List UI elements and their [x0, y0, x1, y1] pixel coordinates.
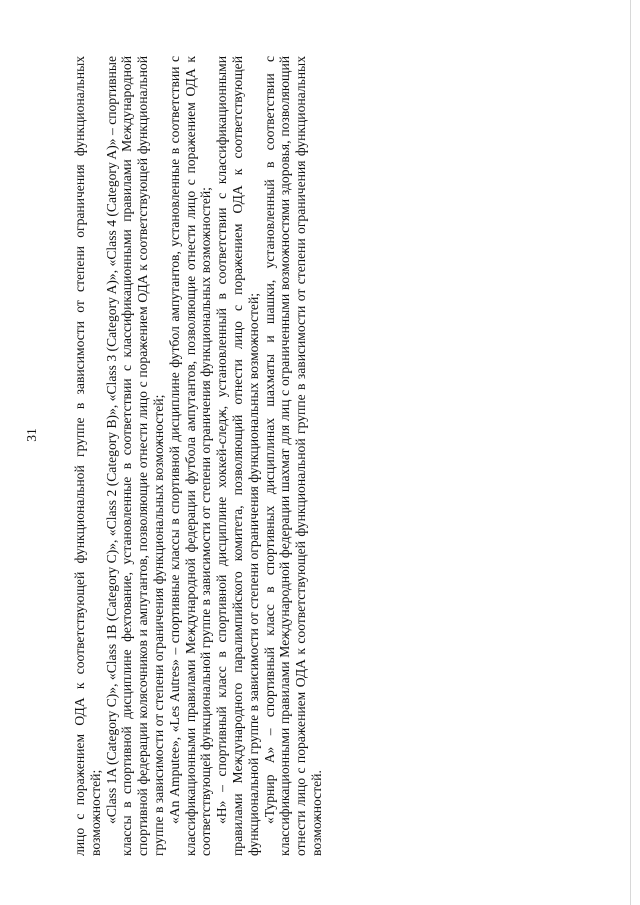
document-body [72, 56, 325, 856]
page-number: 31 [24, 428, 39, 442]
paragraph-amputee-football-classes: «An Amputee», «Les Autres» – спортивные классы в спортивной дисциплине футбол ампутантов, установленные в соответствии с классификационными правилами Международной федерации футбола ампутантов, позволяющие отнести лицо с поражением ОДА к соответствующей функциональной группе в зависимости от степени ограничения функциональных возможностей; [166, 56, 214, 856]
paragraph-chess-checkers-class: «Турнир А» – спортивный класс в спортивных дисциплинах шахматы и шашки, установленный в соответствии с классификационными правилами Международной федерации шахмат для лиц с ограниченными возможностями здоровья, позволяющий отнести лицо с поражением ОДА к соответствующей функциональной группе в зависимости от степени ограничения функциональных возможностей. [261, 56, 324, 856]
paragraph-continuation: лицо с поражением ОДА к соответствующей функциональной группе в зависимости от степени ограничения функциональных возможностей; [72, 56, 103, 856]
paragraph-sledge-hockey-class: «H» – спортивный класс в спортивной дисциплине хоккей-следж, установленный в соответствии с классификационными правилами Международного паралимпийского комитета, позволяющий отнести лицо с поражением ОДА к соответствующей функциональной группе в зависимости от степени ограничения функциональных возможностей; [214, 56, 261, 856]
scan-edge-line [630, 0, 631, 905]
paragraph-fencing-classes: «Class 1A (Category C)», «Class 1B (Category C)», «Class 2 (Category B)», «Class 3 (Category A)», «Class 4 (Category A)» – спортивные классы в спортивной дисциплине фехтование, установленные в соответствии с классификационными правилами Международной спортивной федерации колясочников и ампутантов, позволяющие отнести лицо с поражением ОДА к соответствующей функциональной группе в зависимости от степени ограничения функциональных возможностей; [103, 56, 166, 856]
